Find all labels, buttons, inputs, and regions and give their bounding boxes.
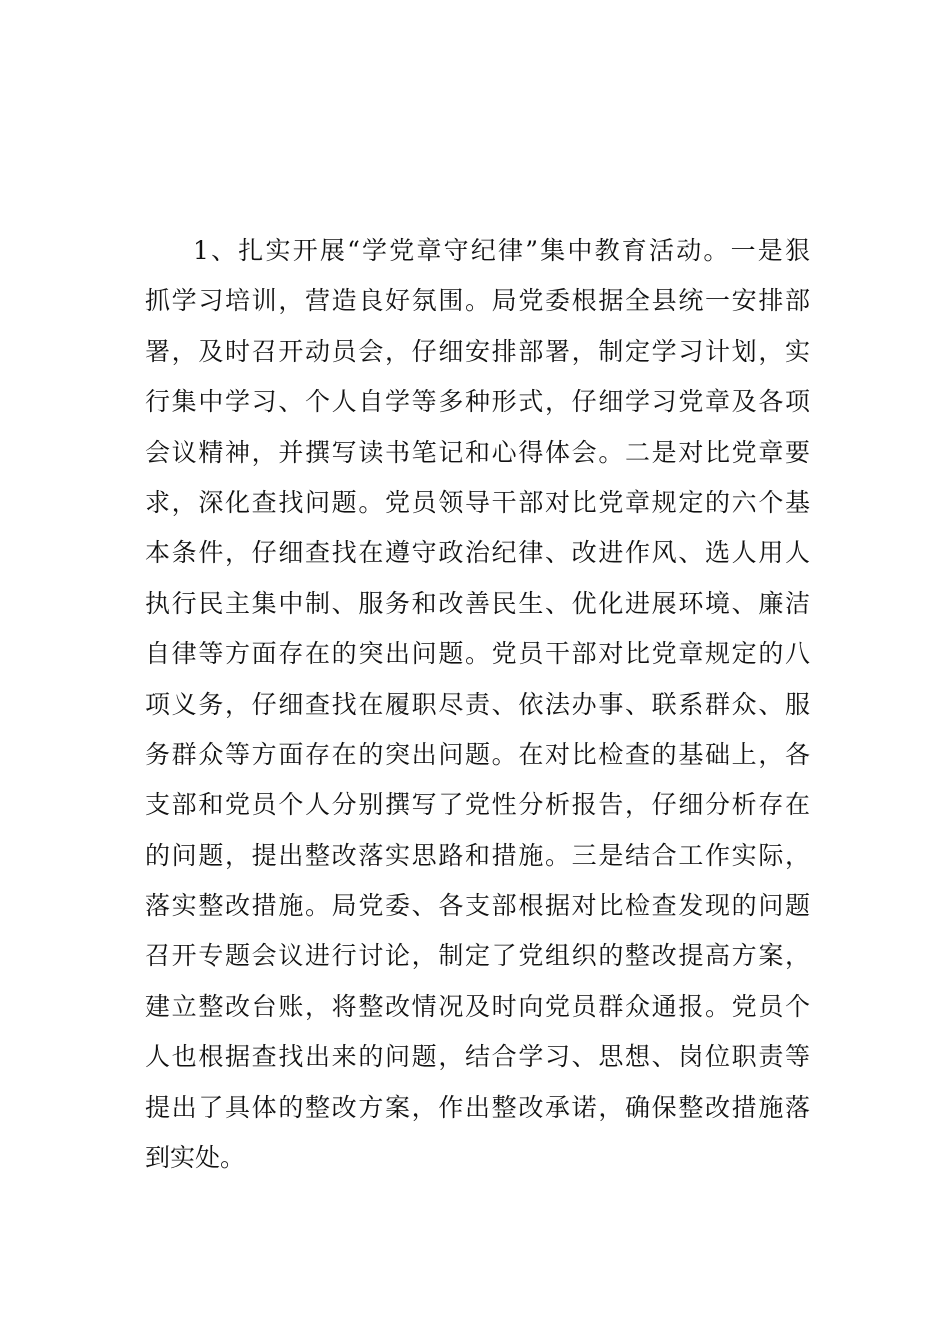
paragraph-line: 抓学习培训，营造良好氛围。局党委根据全县统一安排部 (145, 286, 810, 316)
paragraph-line: 到实处。 (145, 1143, 246, 1173)
paragraph-line: 的问题，提出整改落实思路和措施。三是结合工作实际， (145, 840, 810, 870)
paragraph-line: 项义务，仔细查找在履职尽责、依法办事、联系群众、服 (145, 689, 810, 719)
paragraph-line: 人也根据查找出来的问题，结合学习、思想、岗位职责等 (145, 1042, 810, 1072)
paragraph-line: 求，深化查找问题。党员领导干部对比党章规定的六个基 (145, 487, 810, 517)
body-paragraph (145, 226, 810, 1183)
paragraph-line: 召开专题会议进行讨论，制定了党组织的整改提高方案， (145, 941, 810, 971)
paragraph-line: 1、扎实开展“学党章守纪律”集中教育活动。一是狠 (193, 236, 810, 265)
paragraph-line: 自律等方面存在的突出问题。党员干部对比党章规定的八 (145, 639, 810, 669)
paragraph-line: 建立整改台账，将整改情况及时向党员群众通报。党员个 (145, 991, 810, 1021)
paragraph-line: 会议精神，并撰写读书笔记和心得体会。二是对比党章要 (145, 437, 810, 467)
paragraph-line: 执行民主集中制、服务和改善民生、优化进展环境、廉洁 (145, 588, 810, 618)
paragraph-line: 落实整改措施。局党委、各支部根据对比检查发现的问题 (145, 891, 810, 921)
paragraph-line: 行集中学习、个人自学等多种形式，仔细学习党章及各项 (145, 387, 810, 417)
paragraph-line: 提出了具体的整改方案，作出整改承诺，确保整改措施落 (145, 1092, 810, 1122)
paragraph-line: 支部和党员个人分别撰写了党性分析报告，仔细分析存在 (145, 790, 810, 820)
paragraph-line: 务群众等方面存在的突出问题。在对比检查的基础上，各 (145, 739, 810, 769)
paragraph-line: 署，及时召开动员会，仔细安排部署，制定学习计划，实 (145, 336, 810, 366)
paragraph-line: 本条件，仔细查找在遵守政治纪律、改进作风、选人用人 (145, 538, 810, 568)
